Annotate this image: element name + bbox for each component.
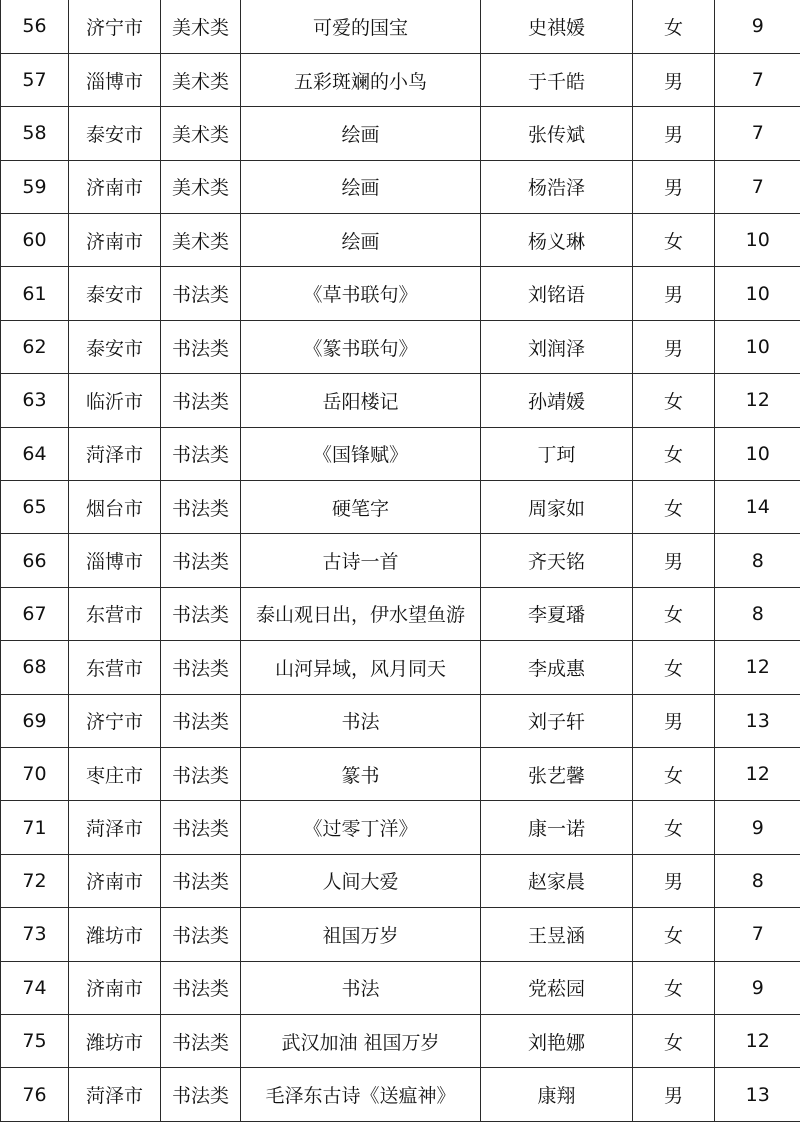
gender-cell: 女	[633, 374, 715, 427]
gender-cell: 女	[633, 587, 715, 640]
gender-cell: 女	[633, 427, 715, 480]
table-row	[1, 1014, 800, 1067]
work-title-cell: 岳阳楼记	[241, 374, 481, 427]
participant-name-cell: 张传斌	[481, 107, 633, 160]
participant-name-cell: 刘子轩	[481, 694, 633, 747]
city-cell: 济宁市	[69, 694, 161, 747]
category-cell: 书法类	[161, 961, 241, 1014]
table-row	[1, 267, 800, 320]
participant-name-cell: 齐天铭	[481, 534, 633, 587]
gender-cell: 男	[633, 694, 715, 747]
category-cell: 美术类	[161, 0, 241, 53]
entry-number-cell: 72	[1, 854, 69, 907]
table-row	[1, 481, 800, 534]
gender-cell: 男	[633, 53, 715, 106]
table-row	[1, 160, 800, 213]
age-cell: 9	[715, 0, 800, 53]
age-cell: 10	[715, 427, 800, 480]
entry-number-cell: 65	[1, 481, 69, 534]
age-cell: 14	[715, 481, 800, 534]
age-cell: 12	[715, 641, 800, 694]
city-cell: 济南市	[69, 160, 161, 213]
table-row	[1, 908, 800, 961]
category-cell: 书法类	[161, 534, 241, 587]
work-title-cell: 人间大爱	[241, 854, 481, 907]
city-cell: 东营市	[69, 641, 161, 694]
city-cell: 东营市	[69, 587, 161, 640]
category-cell: 书法类	[161, 1014, 241, 1067]
city-cell: 泰安市	[69, 267, 161, 320]
city-cell: 临沂市	[69, 374, 161, 427]
gender-cell: 女	[633, 1014, 715, 1067]
age-cell: 8	[715, 587, 800, 640]
gender-cell: 女	[633, 747, 715, 800]
gender-cell: 男	[633, 1068, 715, 1121]
work-title-cell: 古诗一首	[241, 534, 481, 587]
table-row	[1, 374, 800, 427]
entry-number-cell: 73	[1, 908, 69, 961]
entry-number-cell: 66	[1, 534, 69, 587]
entry-number-cell: 71	[1, 801, 69, 854]
category-cell: 美术类	[161, 214, 241, 267]
city-cell: 潍坊市	[69, 1014, 161, 1067]
entry-number-cell: 68	[1, 641, 69, 694]
work-title-cell: 硬笔字	[241, 481, 481, 534]
category-cell: 书法类	[161, 801, 241, 854]
work-title-cell: 山河异域，风月同天	[241, 641, 481, 694]
table-row	[1, 587, 800, 640]
gender-cell: 女	[633, 961, 715, 1014]
entry-number-cell: 75	[1, 1014, 69, 1067]
entry-number-cell: 60	[1, 214, 69, 267]
work-title-cell: 书法	[241, 961, 481, 1014]
entry-number-cell: 63	[1, 374, 69, 427]
category-cell: 书法类	[161, 427, 241, 480]
entry-number-cell: 70	[1, 747, 69, 800]
participant-name-cell: 党菘园	[481, 961, 633, 1014]
age-cell: 7	[715, 107, 800, 160]
city-cell: 泰安市	[69, 107, 161, 160]
table-row	[1, 320, 800, 373]
work-title-cell: 武汉加油 祖国万岁	[241, 1014, 481, 1067]
work-title-cell: 毛泽东古诗《送瘟神》	[241, 1068, 481, 1121]
table-row	[1, 961, 800, 1014]
work-title-cell: 五彩斑斓的小鸟	[241, 53, 481, 106]
gender-cell: 男	[633, 160, 715, 213]
participant-name-cell: 刘铭语	[481, 267, 633, 320]
work-title-cell: 《国锋赋》	[241, 427, 481, 480]
gender-cell: 女	[633, 0, 715, 53]
category-cell: 书法类	[161, 908, 241, 961]
entry-number-cell: 62	[1, 320, 69, 373]
participant-name-cell: 杨浩泽	[481, 160, 633, 213]
gender-cell: 男	[633, 107, 715, 160]
city-cell: 菏泽市	[69, 1068, 161, 1121]
age-cell: 9	[715, 961, 800, 1014]
participant-name-cell: 于千皓	[481, 53, 633, 106]
participant-name-cell: 史祺媛	[481, 0, 633, 53]
category-cell: 书法类	[161, 481, 241, 534]
age-cell: 13	[715, 1068, 800, 1121]
city-cell: 枣庄市	[69, 747, 161, 800]
work-title-cell: 《草书联句》	[241, 267, 481, 320]
age-cell: 13	[715, 694, 800, 747]
age-cell: 10	[715, 267, 800, 320]
table-row	[1, 747, 800, 800]
category-cell: 书法类	[161, 694, 241, 747]
category-cell: 书法类	[161, 267, 241, 320]
city-cell: 泰安市	[69, 320, 161, 373]
work-title-cell: 绘画	[241, 107, 481, 160]
city-cell: 淄博市	[69, 53, 161, 106]
table-body	[1, 0, 800, 1121]
city-cell: 济南市	[69, 854, 161, 907]
entry-number-cell: 58	[1, 107, 69, 160]
gender-cell: 女	[633, 801, 715, 854]
participant-name-cell: 杨义琳	[481, 214, 633, 267]
participant-name-cell: 赵家晨	[481, 854, 633, 907]
entry-number-cell: 59	[1, 160, 69, 213]
participant-name-cell: 康一诺	[481, 801, 633, 854]
entry-number-cell: 76	[1, 1068, 69, 1121]
entry-number-cell: 74	[1, 961, 69, 1014]
gender-cell: 男	[633, 534, 715, 587]
category-cell: 书法类	[161, 374, 241, 427]
entry-number-cell: 61	[1, 267, 69, 320]
gender-cell: 男	[633, 267, 715, 320]
table-row	[1, 534, 800, 587]
participant-name-cell: 李夏璠	[481, 587, 633, 640]
city-cell: 济南市	[69, 214, 161, 267]
table-row	[1, 53, 800, 106]
entry-number-cell: 64	[1, 427, 69, 480]
table-row	[1, 427, 800, 480]
table-row	[1, 694, 800, 747]
age-cell: 9	[715, 801, 800, 854]
work-title-cell: 书法	[241, 694, 481, 747]
gender-cell: 女	[633, 641, 715, 694]
work-title-cell: 《过零丁洋》	[241, 801, 481, 854]
city-cell: 淄博市	[69, 534, 161, 587]
category-cell: 书法类	[161, 854, 241, 907]
participant-name-cell: 孙靖媛	[481, 374, 633, 427]
city-cell: 潍坊市	[69, 908, 161, 961]
category-cell: 书法类	[161, 747, 241, 800]
table-row	[1, 641, 800, 694]
participant-name-cell: 周家如	[481, 481, 633, 534]
city-cell: 济南市	[69, 961, 161, 1014]
entry-number-cell: 67	[1, 587, 69, 640]
table-row	[1, 854, 800, 907]
participant-name-cell: 丁珂	[481, 427, 633, 480]
table-row	[1, 107, 800, 160]
age-cell: 12	[715, 374, 800, 427]
city-cell: 济宁市	[69, 0, 161, 53]
category-cell: 美术类	[161, 107, 241, 160]
age-cell: 7	[715, 160, 800, 213]
work-title-cell: 祖国万岁	[241, 908, 481, 961]
category-cell: 美术类	[161, 160, 241, 213]
table-row	[1, 0, 800, 53]
city-cell: 菏泽市	[69, 801, 161, 854]
gender-cell: 女	[633, 214, 715, 267]
entry-number-cell: 69	[1, 694, 69, 747]
gender-cell: 女	[633, 908, 715, 961]
work-title-cell: 可爱的国宝	[241, 0, 481, 53]
category-cell: 书法类	[161, 1068, 241, 1121]
table-row	[1, 214, 800, 267]
table-row	[1, 801, 800, 854]
table-row	[1, 1068, 800, 1121]
work-title-cell: 绘画	[241, 160, 481, 213]
age-cell: 12	[715, 747, 800, 800]
category-cell: 书法类	[161, 320, 241, 373]
gender-cell: 男	[633, 320, 715, 373]
gender-cell: 男	[633, 854, 715, 907]
participant-name-cell: 刘艳娜	[481, 1014, 633, 1067]
city-cell: 烟台市	[69, 481, 161, 534]
age-cell: 10	[715, 214, 800, 267]
work-title-cell: 《篆书联句》	[241, 320, 481, 373]
gender-cell: 女	[633, 481, 715, 534]
entry-number-cell: 57	[1, 53, 69, 106]
category-cell: 书法类	[161, 641, 241, 694]
participant-name-cell: 李成惠	[481, 641, 633, 694]
entry-number-cell: 56	[1, 0, 69, 53]
work-title-cell: 绘画	[241, 214, 481, 267]
age-cell: 7	[715, 53, 800, 106]
category-cell: 美术类	[161, 53, 241, 106]
city-cell: 菏泽市	[69, 427, 161, 480]
participant-name-cell: 康翔	[481, 1068, 633, 1121]
work-title-cell: 泰山观日出，伊水望鱼游	[241, 587, 481, 640]
age-cell: 8	[715, 854, 800, 907]
participant-name-cell: 张艺馨	[481, 747, 633, 800]
work-title-cell: 篆书	[241, 747, 481, 800]
category-cell: 书法类	[161, 587, 241, 640]
age-cell: 7	[715, 908, 800, 961]
participant-name-cell: 刘润泽	[481, 320, 633, 373]
age-cell: 10	[715, 320, 800, 373]
age-cell: 8	[715, 534, 800, 587]
participant-name-cell: 王昱涵	[481, 908, 633, 961]
age-cell: 12	[715, 1014, 800, 1067]
